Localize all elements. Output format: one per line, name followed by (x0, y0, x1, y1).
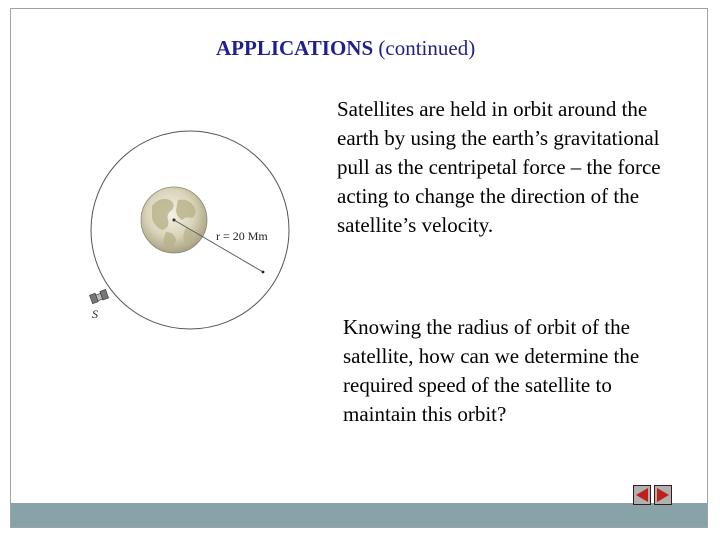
orbit-point (262, 271, 265, 274)
footer-bar (11, 503, 707, 527)
title-main: APPLICATIONS (216, 36, 374, 60)
left-triangle-icon (634, 486, 650, 504)
satellite-icon (90, 289, 109, 303)
paragraph-satellite-orbit: Satellites are held in orbit around the earth by using the earth’s gravitational pull as the centripetal force – the force acting to change the direction of the satellite’s velocity. (337, 97, 661, 237)
satellite-label: S (92, 307, 98, 321)
title-sub: (continued) (378, 36, 476, 60)
right-triangle-icon (655, 486, 671, 504)
slide-title (216, 36, 475, 61)
radius-label: r = 20 Mm (216, 229, 268, 243)
orbit-diagram (82, 128, 297, 333)
previous-slide-button[interactable] (633, 485, 651, 505)
paragraph-question: Knowing the radius of orbit of the satellite, how can we determine the required speed of the satellite to maintain this orbit? (343, 315, 640, 426)
next-slide-button[interactable] (654, 485, 672, 505)
